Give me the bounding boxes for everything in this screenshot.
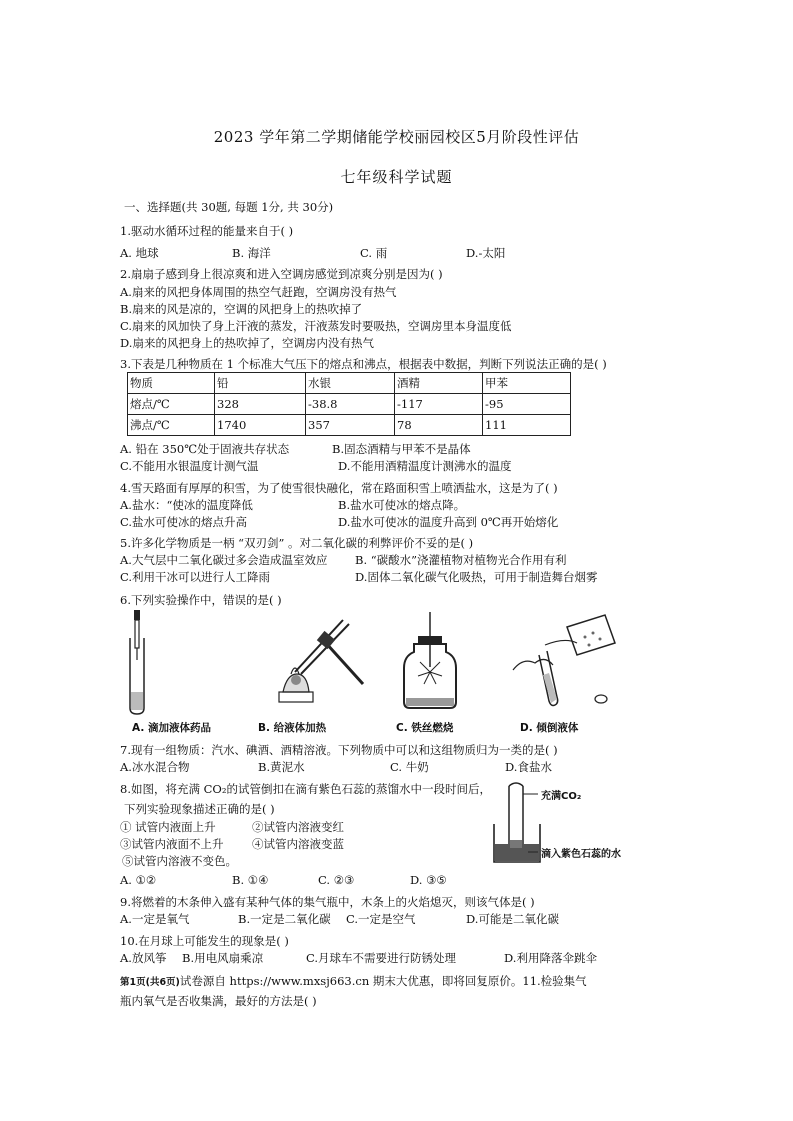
illustration-caption-d: D. 倾倒液体	[520, 722, 579, 734]
table-header-cell: 水银	[306, 373, 395, 394]
table-cell: -95	[483, 394, 571, 415]
q11-stem-start: 11.检验集气	[522, 974, 587, 988]
litmus-water-label: 滴入紫色石蕊的水	[541, 849, 621, 860]
q2-option-c: C.扇来的风加快了身上汗液的蒸发，汗液蒸发时要吸热，空调房里本身温度低	[120, 319, 512, 333]
table-header-cell: 甲苯	[483, 373, 571, 394]
table-header-row	[128, 373, 571, 394]
table-cell: 328	[215, 394, 306, 415]
q5-option-b: B. “碳酸水”浇灌植物对植物光合作用有利	[355, 553, 567, 567]
q2-option-a: A.扇来的风把身体周围的热空气赶跑，空调房没有热气	[120, 285, 397, 299]
q4-option-a: A.盐水：“使冰的温度降低	[120, 498, 253, 512]
q10-option-a: A.放风筝	[120, 951, 167, 965]
q5-option-c: C.利用干冰可以进行人工降雨	[120, 570, 271, 584]
q1-option-b: B. 海洋	[232, 246, 271, 260]
q9-option-a: A.一定是氧气	[120, 912, 190, 926]
q10-option-d: D.利用降落伞跳伞	[504, 951, 597, 965]
q4-option-b: B.盐水可使冰的熔点降。	[338, 498, 466, 512]
q7-option-d: D.食盐水	[505, 760, 552, 774]
table-row	[128, 415, 571, 436]
table-header-cell: 铅	[215, 373, 306, 394]
q10-option-c: C.月球车不需要进行防锈处理	[306, 951, 457, 965]
q8-statement-4: ④试管内溶液变蓝	[252, 837, 344, 851]
footer-line	[120, 972, 587, 992]
q5-option-d: D.固体二氧化碳气化吸热，可用于制造舞台烟雾	[355, 570, 598, 584]
q7-stem: 7.现有一组物质：汽水、碘酒、酒精溶液。下列物质中可以和这组物质归为一类的是( )	[120, 743, 558, 757]
q8-stem-continued: 下列实验现象描述正确的是( )	[124, 802, 275, 816]
q2-option-b: B.扇来的风是凉的，空调的风把身上的热吹掉了	[120, 302, 363, 316]
advertisement-text: 试卷源自 https://www.mxsj663.cn 期末大优惠，即将回复原价。	[179, 974, 523, 988]
co2-test-tube-beaker-illustration	[492, 784, 542, 866]
q8-option-c: C. ②③	[318, 873, 355, 887]
q3-option-c: C.不能用水银温度计测气温	[120, 459, 259, 473]
table-cell: -38.8	[306, 394, 395, 415]
q3-option-d: D.不能用酒精温度计测沸水的温度	[338, 459, 512, 473]
q8-option-b: B. ①④	[232, 873, 269, 887]
table-header-cell: 酒精	[395, 373, 483, 394]
q3-option-a: A. 铅在 350℃处于固液共存状态	[120, 442, 290, 456]
q1-option-a: A. 地球	[120, 246, 159, 260]
q5-stem: 5.许多化学物质是一柄 “双刃剑” 。对二氧化碳的利弊评价不妥的是( )	[120, 536, 474, 550]
q4-option-d: D.盐水可使冰的温度升高到 0℃再开始熔化	[338, 515, 559, 529]
dropper-test-tube-illustration	[120, 608, 160, 718]
q10-stem: 10.在月球上可能发生的现象是( )	[120, 934, 289, 948]
q7-option-b: B.黄泥水	[258, 760, 305, 774]
table-cell: 78	[395, 415, 483, 436]
q2-stem: 2.扇扇子感到身上很凉爽和进入空调房感觉到凉爽分别是因为( )	[120, 267, 443, 281]
table-cell: 357	[306, 415, 395, 436]
table-cell: 沸点/℃	[128, 415, 215, 436]
illustration-caption-b: B. 给液体加热	[258, 722, 327, 734]
q9-option-d: D.可能是二氧化碳	[466, 912, 559, 926]
q8-option-d: D. ③⑤	[410, 873, 447, 887]
q4-stem: 4.雪天路面有厚厚的积雪，为了使雪很快融化，常在路面积雪上喷洒盐水，这是为了( )	[120, 481, 558, 495]
section-heading: 一、选择题(共 30题, 每题 1分, 共 30分)	[124, 200, 334, 214]
q1-option-d: D.-太阳	[466, 246, 506, 260]
q9-stem: 9.将燃着的木条伸入盛有某种气体的集气瓶中，木条上的火焰熄灭，则该气体是( )	[120, 895, 535, 909]
heating-liquid-illustration	[265, 612, 375, 707]
q9-option-b: B.一定是二氧化碳	[238, 912, 331, 926]
q6-stem: 6.下列实验操作中，错误的是( )	[120, 593, 282, 607]
q8-statement-1: ① 试管内液面上升	[120, 820, 216, 834]
table-cell: 1740	[215, 415, 306, 436]
page-number: 第1页(共6页)	[120, 977, 180, 988]
q7-option-c: C. 牛奶	[390, 760, 429, 774]
q3-option-b: B.固态酒精与甲苯不是晶体	[332, 442, 471, 456]
table-cell: 熔点/℃	[128, 394, 215, 415]
page-subtitle: 七年级科学试题	[340, 168, 453, 186]
q5-option-a: A.大气层中二氧化碳过多会造成温室效应	[120, 553, 328, 567]
illustration-caption-c: C. 铁丝燃烧	[396, 722, 454, 734]
q10-option-b: B.用电风扇乘凉	[182, 951, 264, 965]
melting-point-table	[127, 372, 571, 436]
table-cell: 111	[483, 415, 571, 436]
table-cell: -117	[395, 394, 483, 415]
q3-stem: 3.下表是几种物质在 1 个标准大气压下的熔点和沸点，根据表中数据，判断下列说法正确的是( )	[120, 357, 607, 371]
q7-option-a: A.冰水混合物	[120, 760, 190, 774]
q8-statement-3: ③试管内液面不上升	[120, 837, 224, 851]
q8-option-a: A. ①②	[120, 873, 157, 887]
q8-stem: 8.如图，将充满 CO₂的试管倒扣在滴有紫色石蕊的蒸馏水中一段时间后，	[120, 782, 491, 796]
table-row	[128, 394, 571, 415]
q8-statement-5: ⑤试管内溶液不变色。	[122, 854, 237, 868]
q4-option-c: C.盐水可使冰的熔点升高	[120, 515, 248, 529]
table-header-cell: 物质	[128, 373, 215, 394]
q1-option-c: C. 雨	[360, 246, 388, 260]
q1-stem: 1.驱动水循环过程的能量来自于( )	[120, 224, 294, 238]
co2-tube-label: 充满CO₂	[541, 791, 582, 802]
q2-option-d: D.扇来的风把身上的热吹掉了，空调房内没有热气	[120, 336, 374, 350]
illustration-caption-a: A. 滴加液体药品	[132, 722, 211, 734]
q8-statement-2: ②试管内溶液变红	[252, 820, 344, 834]
q9-option-c: C.一定是空气	[346, 912, 416, 926]
page-title: 2023 学年第二学期储能学校丽园校区5月阶段性评估	[213, 128, 580, 146]
iron-wire-combustion-illustration	[400, 612, 460, 712]
pouring-liquid-illustration	[505, 615, 620, 710]
q11-stem-end: 瓶内氧气是否收集满，最好的方法是( )	[120, 994, 317, 1008]
